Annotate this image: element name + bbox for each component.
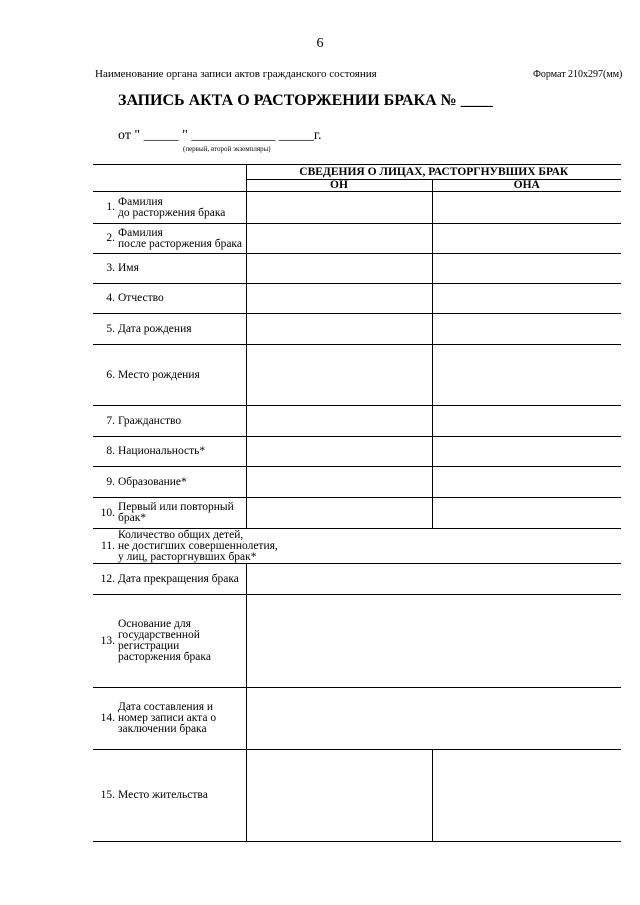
row-label: [93, 263, 246, 274]
date-hint: (первый, второй экземпляры): [183, 145, 271, 153]
row-label: [93, 197, 246, 219]
row-label-text: Дата рождения: [118, 322, 192, 335]
value-cell-he[interactable]: [246, 254, 432, 284]
row-number: 5.: [106, 322, 115, 335]
value-cell-she[interactable]: [432, 467, 621, 498]
row-label-text: Отчество: [118, 292, 164, 304]
row-label: [93, 619, 246, 663]
row-label-text: Дата составления и номер записи акта о заключении брака: [118, 701, 217, 735]
row-number: 13.: [100, 634, 115, 647]
table-row: [93, 437, 621, 467]
value-cell-shared[interactable]: [246, 595, 621, 688]
row-number: 2.: [106, 232, 115, 244]
row-label: [93, 324, 246, 335]
row-label: [93, 293, 246, 304]
table-row: [93, 314, 621, 345]
value-cell-he[interactable]: [246, 192, 432, 224]
table-row: [93, 750, 621, 842]
row-label-text: Гражданство: [118, 414, 182, 427]
row-label-text: Первый или повторный брак*: [118, 501, 234, 524]
format-label: Формат 210х297(мм): [533, 69, 623, 80]
row-number: 8.: [106, 445, 115, 457]
table-row: [93, 284, 621, 314]
row-number: 14.: [100, 712, 115, 724]
value-cell-she[interactable]: [432, 437, 621, 467]
value-cell-she[interactable]: [432, 284, 621, 314]
row-label: [93, 702, 246, 735]
row-label: [93, 477, 246, 488]
value-cell-she[interactable]: [432, 192, 621, 224]
value-cell-shared[interactable]: [246, 564, 621, 595]
row-label-text: Национальность*: [118, 445, 206, 457]
row-label-text: Дата прекращения брака: [118, 572, 239, 585]
value-cell-he[interactable]: [246, 406, 432, 437]
row-number: 3.: [106, 262, 115, 274]
agency-label: Наименование органа записи актов гражданского состояния: [95, 68, 377, 80]
value-cell-he[interactable]: [246, 437, 432, 467]
value-cell-he[interactable]: [246, 224, 432, 254]
row-label: [93, 228, 246, 250]
row-label-text: Образование*: [118, 475, 187, 488]
row-label: [93, 530, 621, 563]
row-label-text: Количество общих детей, не достигших совершеннолетия, у лиц, расторгнувших брак*: [118, 528, 278, 563]
value-cell-he[interactable]: [246, 750, 432, 842]
row-label-text: Имя: [118, 262, 139, 274]
header-group: СВЕДЕНИЯ О ЛИЦАХ, РАСТОРГНУВШИХ БРАК: [246, 165, 621, 180]
value-cell-she[interactable]: [432, 498, 621, 529]
row-label-text: Фамилия до расторжения брака: [118, 195, 226, 219]
header-empty-cell: [93, 165, 246, 192]
table-row: [93, 688, 621, 750]
table-row: [93, 467, 621, 498]
row-label-text: Основание для государственной регистрации расторжения брака: [118, 618, 211, 663]
row-number: 15.: [100, 789, 115, 801]
row-label: [93, 446, 246, 457]
value-cell-he[interactable]: [246, 284, 432, 314]
table-row: [93, 224, 621, 254]
row-number: 11.: [101, 539, 115, 552]
row-number: 9.: [106, 475, 115, 488]
row-number: 7.: [106, 414, 115, 427]
page-number: 6: [316, 36, 324, 51]
row-number: 4.: [106, 292, 115, 304]
table-row: [93, 498, 621, 529]
row-label-text: Место жительства: [118, 789, 208, 801]
row-label-text: Место рождения: [118, 368, 200, 381]
table-row: [93, 595, 621, 688]
value-cell-she[interactable]: [432, 224, 621, 254]
value-cell-he[interactable]: [246, 345, 432, 406]
row-label: [93, 790, 246, 801]
row-label: [93, 416, 246, 427]
row-label: [93, 370, 246, 381]
value-cell-she[interactable]: [432, 254, 621, 284]
row-label: [93, 502, 246, 524]
table-row: [93, 192, 621, 224]
value-cell-shared[interactable]: [246, 688, 621, 750]
row-number: 6.: [106, 368, 115, 381]
document-title: ЗАПИСЬ АКТА О РАСТОРЖЕНИИ БРАКА № ____: [118, 92, 493, 109]
col-she: ОНА: [432, 180, 621, 192]
value-cell-she[interactable]: [432, 750, 621, 842]
row-number: 1.: [106, 201, 115, 213]
value-cell-she[interactable]: [432, 406, 621, 437]
table-row: [93, 345, 621, 406]
col-he: ОН: [246, 180, 432, 192]
date-line: от " _____ " ____________ _____г.: [118, 128, 322, 143]
value-cell-he[interactable]: [246, 498, 432, 529]
row-number: 12.: [100, 572, 115, 585]
row-label: [93, 574, 246, 585]
value-cell-she[interactable]: [432, 314, 621, 345]
table-row: [93, 254, 621, 284]
value-cell-he[interactable]: [246, 314, 432, 345]
row-number: 10.: [100, 506, 115, 519]
table-row: [93, 406, 621, 437]
value-cell-she[interactable]: [432, 345, 621, 406]
row-label-text: Фамилия после расторжения брака: [118, 226, 242, 250]
divorce-record-table: [93, 164, 621, 842]
table-row: [93, 529, 621, 564]
table-row: [93, 564, 621, 595]
value-cell-he[interactable]: [246, 467, 432, 498]
